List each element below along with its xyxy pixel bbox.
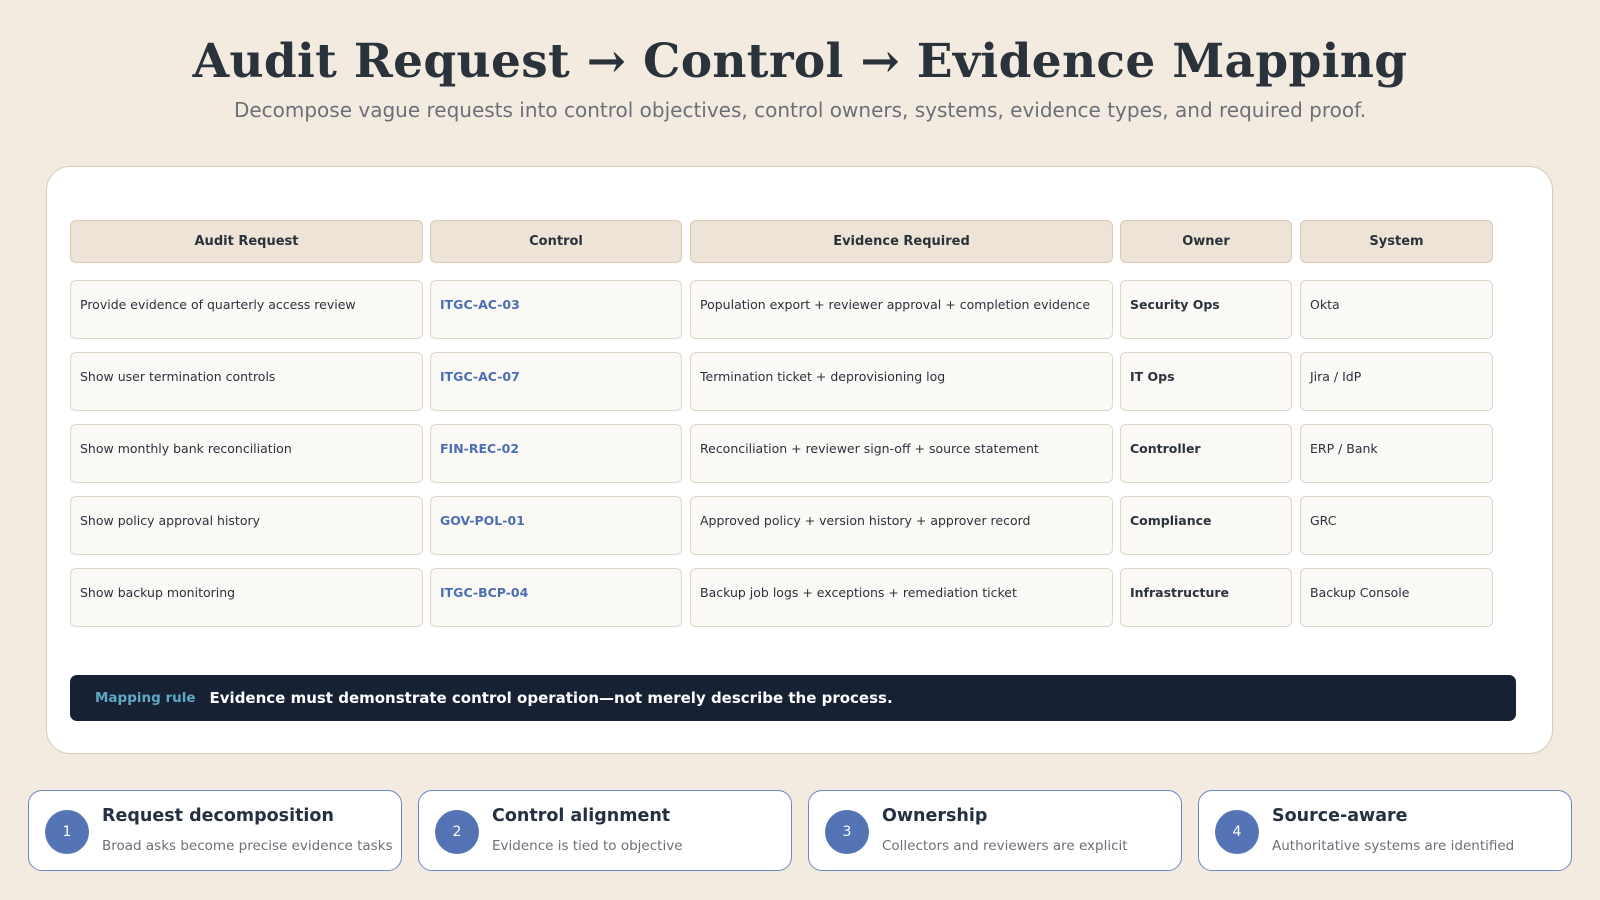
request-cell: Show user termination controls: [70, 352, 423, 411]
card-title: Source-aware: [1272, 806, 1408, 826]
step-number-badge: 4: [1215, 810, 1259, 854]
page-subtitle: Decompose vague requests into control objectives, control owners, systems, evidence types, and required proof.: [233, 98, 1367, 122]
feature-card-ownership: [808, 790, 1182, 871]
control-id-link[interactable]: ITGC-AC-03: [430, 280, 682, 339]
mapping-rule-banner: [70, 675, 1516, 721]
step-number-badge: 3: [825, 810, 869, 854]
request-cell: Show backup monitoring: [70, 568, 423, 627]
card-title: Request decomposition: [102, 806, 334, 826]
feature-card-source-aware: [1198, 790, 1572, 871]
owner-cell: Security Ops: [1120, 280, 1292, 339]
evidence-cell: Reconciliation + reviewer sign-off + source statement: [690, 424, 1113, 483]
request-cell: Show policy approval history: [70, 496, 423, 555]
control-id-link[interactable]: GOV-POL-01: [430, 496, 682, 555]
column-header-control: Control: [430, 220, 682, 263]
control-id-link[interactable]: FIN-REC-02: [430, 424, 682, 483]
owner-cell: Compliance: [1120, 496, 1292, 555]
card-title: Ownership: [882, 806, 988, 826]
request-cell: Show monthly bank reconciliation: [70, 424, 423, 483]
evidence-cell: Termination ticket + deprovisioning log: [690, 352, 1113, 411]
step-number-badge: 1: [45, 810, 89, 854]
control-id-link[interactable]: ITGC-BCP-04: [430, 568, 682, 627]
card-description: Evidence is tied to objective: [492, 838, 683, 854]
card-title: Control alignment: [492, 806, 671, 826]
column-header-owner: Owner: [1120, 220, 1292, 263]
column-header-audit-request: Audit Request: [70, 220, 423, 263]
system-cell: GRC: [1300, 496, 1493, 555]
evidence-cell: Backup job logs + exceptions + remediation ticket: [690, 568, 1113, 627]
evidence-cell: Population export + reviewer approval + completion evidence: [690, 280, 1113, 339]
feature-card-control-alignment: [418, 790, 792, 871]
system-cell: ERP / Bank: [1300, 424, 1493, 483]
owner-cell: Infrastructure: [1120, 568, 1292, 627]
mapping-rule-label: Mapping rule: [95, 690, 196, 706]
evidence-cell: Approved policy + version history + approver record: [690, 496, 1113, 555]
card-description: Broad asks become precise evidence tasks: [102, 838, 393, 854]
control-id-link[interactable]: ITGC-AC-07: [430, 352, 682, 411]
column-header-system: System: [1300, 220, 1493, 263]
system-cell: Jira / IdP: [1300, 352, 1493, 411]
feature-card-request-decomposition: [28, 790, 402, 871]
mapping-rule-text: Evidence must demonstrate control operation—not merely describe the process.: [209, 689, 893, 707]
system-cell: Okta: [1300, 280, 1493, 339]
page-title: Audit Request → Control → Evidence Mapping: [192, 34, 1408, 89]
card-description: Collectors and reviewers are explicit: [882, 838, 1128, 854]
step-number-badge: 2: [435, 810, 479, 854]
owner-cell: IT Ops: [1120, 352, 1292, 411]
system-cell: Backup Console: [1300, 568, 1493, 627]
column-header-evidence-required: Evidence Required: [690, 220, 1113, 263]
card-description: Authoritative systems are identified: [1272, 838, 1515, 854]
owner-cell: Controller: [1120, 424, 1292, 483]
request-cell: Provide evidence of quarterly access review: [70, 280, 423, 339]
